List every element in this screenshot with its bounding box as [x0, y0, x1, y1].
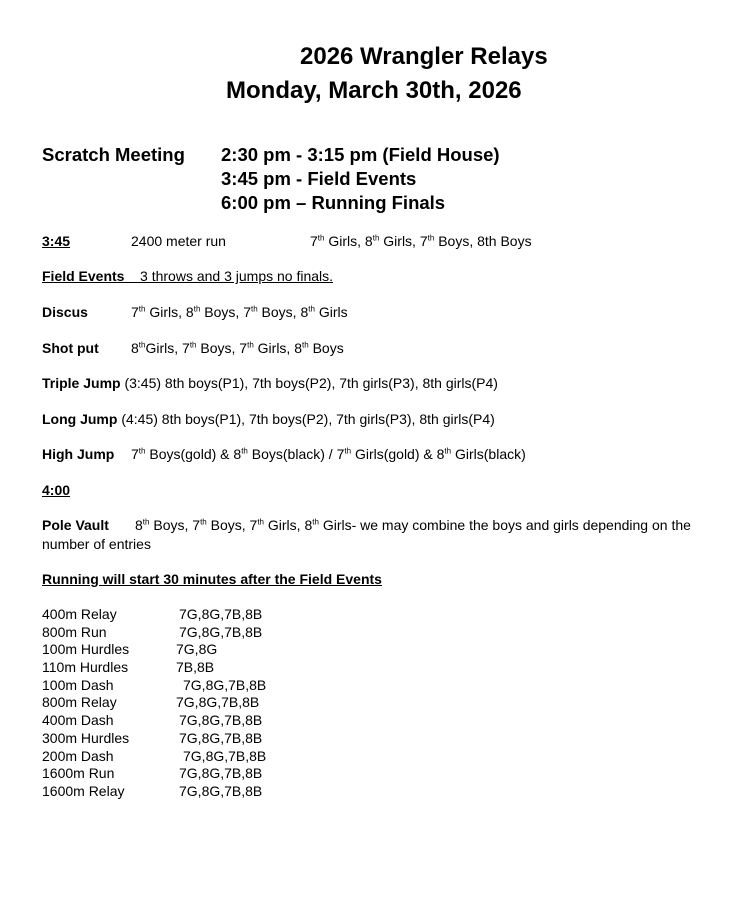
field-events-line: Field Events 3 throws and 3 jumps no finals.	[42, 268, 334, 284]
event-2400m: 2400 meter run	[131, 233, 226, 249]
triple-jump-line: Triple Jump (3:45) 8th boys(P1), 7th boys(P2), 7th girls(P3), 8th girls(P4)	[42, 375, 498, 391]
shot-put-label: Shot put	[42, 340, 99, 356]
schedule-time: 6:00 pm – Running Finals	[221, 192, 446, 213]
shot-put-order: 8thGirls, 7th Boys, 7th Girls, 8th Boys	[131, 340, 344, 356]
running-event-groups: 7G,8G,7B,8B	[179, 606, 263, 622]
running-event-name: 400m Relay	[42, 606, 117, 622]
schedule-time: 2:30 pm - 3:15 pm (Field House)	[221, 144, 500, 165]
high-jump-label: High Jump	[42, 446, 115, 462]
meet-date: Monday, March 30th, 2026	[226, 77, 522, 104]
running-event-groups: 7G,8G,7B,8B	[179, 712, 263, 728]
running-event-name: 200m Dash	[42, 748, 114, 764]
running-event-name: 800m Run	[42, 624, 107, 640]
long-jump-line: Long Jump (4:45) 8th boys(P1), 7th boys(P2), 7th girls(P3), 8th girls(P4)	[42, 411, 495, 427]
scratch-meeting-label: Scratch Meeting	[42, 144, 185, 165]
schedule-time: 3:45 pm - Field Events	[221, 168, 417, 189]
running-event-groups: 7G,8G,7B,8B	[179, 783, 263, 799]
running-event-name: 110m Hurdles	[42, 659, 129, 675]
time-345: 3:45	[42, 233, 71, 249]
running-event-name: 300m Hurdles	[42, 730, 130, 746]
running-event-name: 100m Hurdles	[42, 641, 130, 657]
discus-order: 7th Girls, 8th Boys, 7th Boys, 8th Girls	[131, 304, 348, 320]
high-jump-order: 7th Boys(gold) & 8th Boys(black) / 7th Girls(gold) & 8th Girls(black)	[131, 446, 526, 462]
running-event-name: 1600m Relay	[42, 783, 125, 799]
running-event-name: 800m Relay	[42, 694, 117, 710]
running-event-name: 1600m Run	[42, 765, 115, 781]
running-event-name: 400m Dash	[42, 712, 114, 728]
running-event-groups: 7G,8G,7B,8B	[183, 748, 267, 764]
running-event-groups: 7G,8G	[176, 641, 218, 657]
running-event-groups: 7G,8G,7B,8B	[179, 624, 263, 640]
running-event-groups: 7B,8B	[176, 659, 215, 675]
running-event-name: 100m Dash	[42, 677, 114, 693]
discus-label: Discus	[42, 304, 88, 320]
running-event-groups: 7G,8G,7B,8B	[183, 677, 267, 693]
pole-vault-label: Pole Vault	[42, 517, 109, 533]
event-2400m-order: 7th Girls, 8th Girls, 7th Boys, 8th Boys	[310, 233, 532, 249]
pole-vault-continuation: number of entries	[42, 536, 151, 552]
running-event-groups: 7G,8G,7B,8B	[179, 765, 263, 781]
page-title: 2026 Wrangler Relays	[300, 43, 548, 70]
running-event-groups: 7G,8G,7B,8B	[179, 730, 263, 746]
running-event-groups: 7G,8G,7B,8B	[176, 694, 260, 710]
running-note: Running will start 30 minutes after the Field Events	[42, 571, 382, 587]
time-400: 4:00	[42, 482, 71, 498]
pole-vault-order: 8th Boys, 7th Boys, 7th Girls, 8th Girls- we may combine the boys and girls depending on the	[135, 517, 691, 533]
